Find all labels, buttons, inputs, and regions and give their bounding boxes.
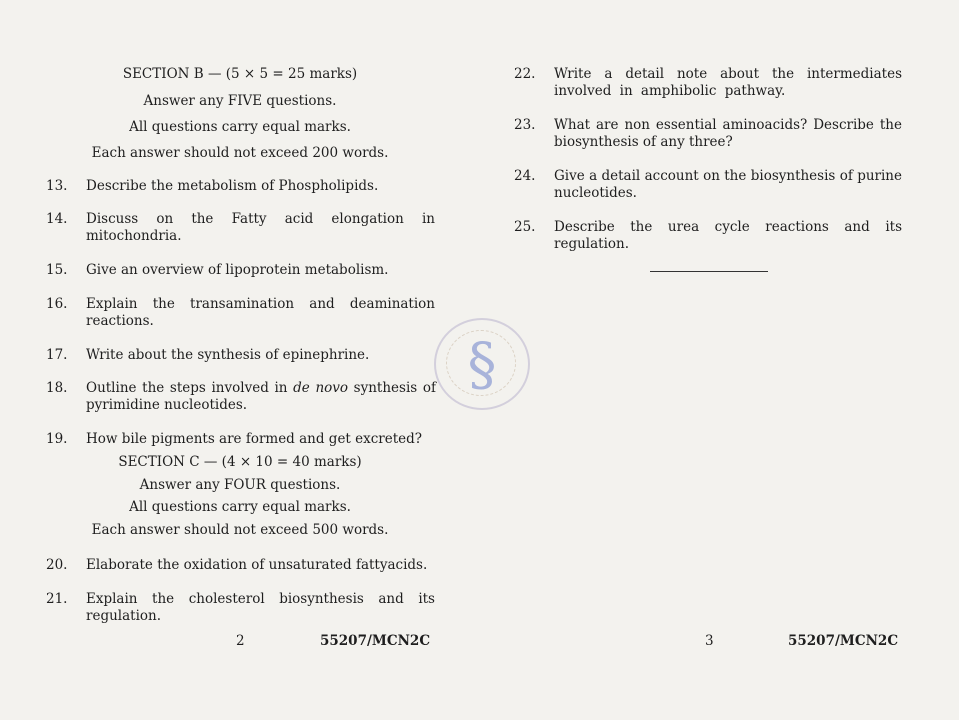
page-number: 2 <box>236 633 245 649</box>
section-b-instruction-3: Each answer should not exceed 200 words. <box>91 145 389 161</box>
question-number: 20. <box>46 557 68 573</box>
section-b-heading: SECTION B — (5 × 5 = 25 marks) <box>122 66 358 82</box>
question-number: 22. <box>514 66 536 82</box>
question-number: 16. <box>46 296 68 312</box>
question-text: Give a detail account on the biosynthesis of purine nucleotides. <box>554 168 902 201</box>
question-text: How bile pigments are formed and get excreted? <box>86 431 423 447</box>
question-text: Elaborate the oxidation of unsaturated fattyacids. <box>86 557 428 573</box>
section-c-instruction-2: All questions carry equal marks. <box>129 499 351 515</box>
section-b-instruction-2: All questions carry equal marks. <box>129 119 351 135</box>
question-text: Explain the cholesterol biosynthesis and its regulation. <box>86 591 435 624</box>
question-text: Write about the synthesis of epinephrine. <box>86 347 370 363</box>
paper-code: 55207/MCN2C <box>320 633 431 649</box>
section-c-instruction-3: Each answer should not exceed 500 words. <box>91 522 389 538</box>
right-page <box>480 0 959 720</box>
section-c-instruction-1: Answer any FOUR questions. <box>139 477 341 493</box>
question-number: 21. <box>46 591 68 607</box>
question-text: Give an overview of lipoprotein metabolism. <box>86 262 389 278</box>
question-number: 23. <box>514 117 536 133</box>
question-number: 13. <box>46 178 68 194</box>
end-divider <box>650 271 768 272</box>
question-text: Describe the urea cycle reactions and its regulation. <box>554 219 902 252</box>
section-b-instruction-1: Answer any FIVE questions. <box>143 93 337 109</box>
section-c-heading: SECTION C — (4 × 10 = 40 marks) <box>118 454 362 470</box>
question-text: Write a detail note about the intermediates involved in amphibolic pathway. <box>554 66 902 99</box>
question-number: 15. <box>46 262 68 278</box>
question-number: 18. <box>46 380 68 396</box>
question-text: Describe the metabolism of Phospholipids. <box>86 178 379 194</box>
page-number: 3 <box>705 633 714 649</box>
question-text: Outline the steps involved in de novo synthesis of pyrimidine nucleotides. <box>86 380 436 413</box>
seal-logo-icon: § <box>434 318 530 410</box>
question-number: 24. <box>514 168 536 184</box>
question-text: What are non essential aminoacids? Describe the biosynthesis of any three? <box>554 117 902 150</box>
question-number: 17. <box>46 347 68 363</box>
question-text: Discuss on the Fatty acid elongation in mitochondria. <box>86 211 435 244</box>
paper-code: 55207/MCN2C <box>788 633 899 649</box>
question-number: 25. <box>514 219 536 235</box>
question-number: 19. <box>46 431 68 447</box>
question-number: 14. <box>46 211 68 227</box>
question-text: Explain the transamination and deamination reactions. <box>86 296 435 329</box>
